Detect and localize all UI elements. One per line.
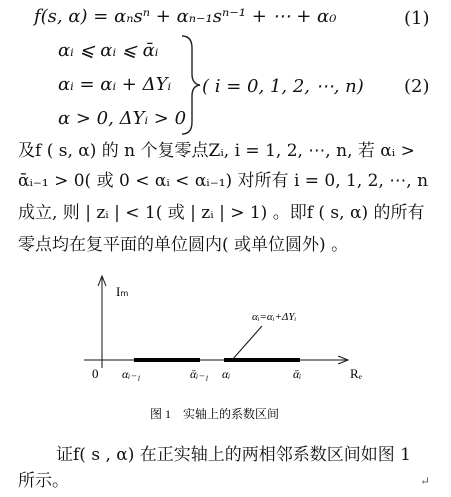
paragraph-1-line-3: 成立, 则 | zᵢ | < 1( 或 | zᵢ | > 1) 。即f ( s, α) 的所有 xyxy=(18,203,425,223)
equation-1: f(s, α) = αₙsⁿ + αₙ₋₁sⁿ⁻¹ + ⋯ + α₀ xyxy=(34,6,337,27)
paragraph-1-line-4: 零点均在复平面的单位圆内( 或单位圆外) 。 xyxy=(18,235,349,255)
equation-2-line-3: α > 0, ΔYᵢ > 0 xyxy=(58,108,187,129)
equation-2-line-1: αᵢ ⩽ αᵢ ⩽ ᾱᵢ xyxy=(58,40,159,61)
equation-2-number: (2) xyxy=(404,76,430,97)
tick-label-alpha-upper-i-minus-1: ᾱᵢ₋₁ xyxy=(190,367,209,381)
return-mark: ↵ xyxy=(420,474,431,488)
paragraph-2-line-2: 所示。 xyxy=(18,471,69,491)
equation-2-condition: ( i = 0, 1, 2, ⋯, n) xyxy=(202,76,364,97)
tick-label-alpha-lower-i-minus-1: αᵢ₋₁ xyxy=(122,367,141,381)
y-axis-label: Iₘ xyxy=(116,284,129,299)
tick-label-alpha-lower-i: αᵢ xyxy=(222,367,231,381)
figure-caption: 图 1 实轴上的系数区间 xyxy=(150,407,280,421)
annotation-leader xyxy=(232,326,262,360)
annotation-label: αᵢ=αᵢ+ΔYᵢ xyxy=(252,311,297,323)
right-brace xyxy=(180,34,202,136)
tick-label-alpha-upper-i: ᾱᵢ xyxy=(293,367,302,381)
equation-1-number: (1) xyxy=(404,8,430,29)
paragraph-1-line-1: 及f ( s, α) 的 n 个复零点Zᵢ, i = 1, 2, ⋯, n, 若 αᵢ > xyxy=(18,141,415,161)
figure-1 xyxy=(0,270,451,430)
x-axis-label: Rₑ xyxy=(350,366,363,381)
equation-2-line-2: αᵢ = αᵢ + ΔYᵢ xyxy=(58,74,172,95)
paragraph-2-line-1: 证f( s , α) 在正实轴上的两相邻系数区间如图 1 xyxy=(56,445,411,465)
origin-label: 0 xyxy=(92,366,99,381)
paragraph-1-line-2: ᾱᵢ₋₁ > 0( 或 0 < αᵢ < αᵢ₋₁) 对所有 i = 0, 1, 2, ⋯, n xyxy=(18,171,429,191)
